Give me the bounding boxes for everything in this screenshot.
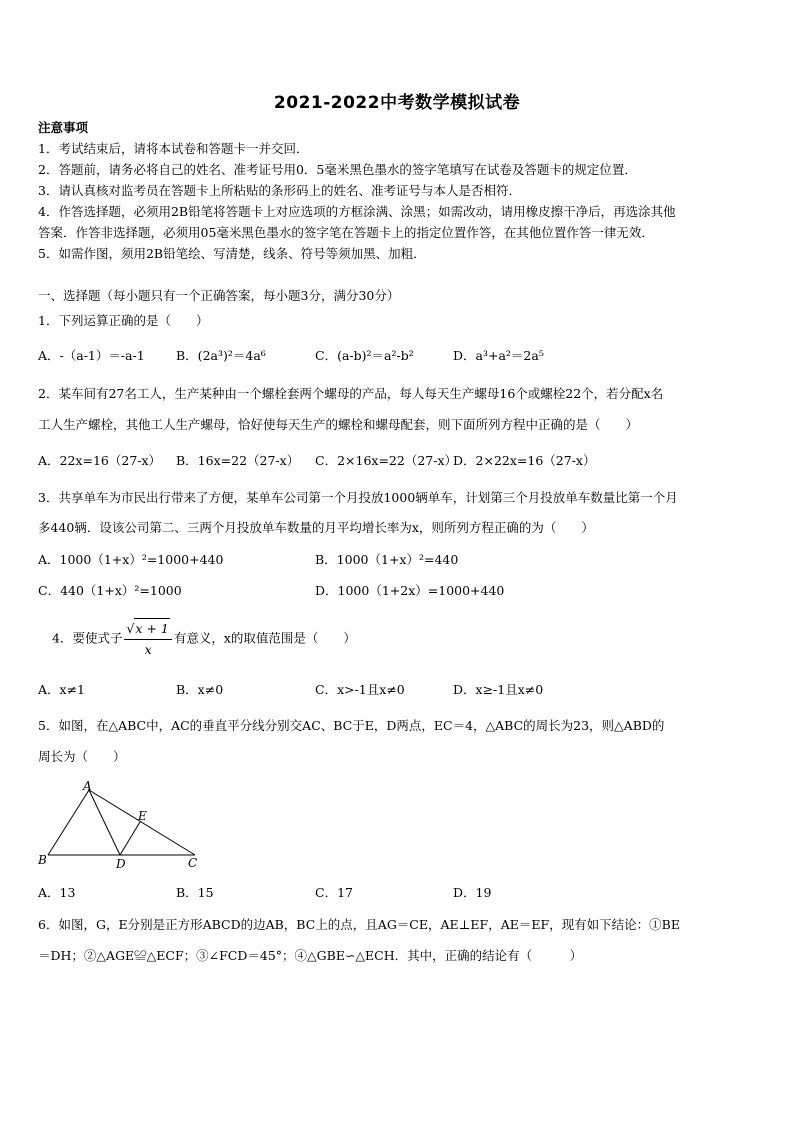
q2-option-c: C．2×16x=22（27-x） <box>315 453 458 468</box>
label-e: E <box>138 809 147 823</box>
q3-option-c: C．440（1+x）²=1000 <box>38 583 182 598</box>
q4-option-c: C．x>-1且x≠0 <box>315 682 405 697</box>
q4-stem-suffix: 有意义，x的取值范围是（ ） <box>173 630 356 646</box>
q1-option-a: A．-（a-1）＝-a-1 <box>38 348 145 363</box>
q5-option-c: C．17 <box>315 885 353 900</box>
question-3-stem: 3．共享单车为市民出行带来了方便，某单车公司第一个月投放1000辆单车，计划第三个月投放单车数量比第一个月 <box>38 490 678 505</box>
triangle-figure <box>36 780 206 870</box>
q3-option-d: D．1000（1+2x）=1000+440 <box>315 583 505 598</box>
label-a: A <box>83 780 92 793</box>
q3-option-a: A．1000（1+x）²=1000+440 <box>38 552 224 567</box>
q1-option-c: C．(a-b)²＝a²-b² <box>315 348 414 363</box>
segment-de <box>120 822 140 855</box>
q5-option-d: D．19 <box>453 885 492 900</box>
question-3-stem: 多440辆．设该公司第二、三两个月投放单车数量的月平均增长率为x，则所列方程正确的为（ ） <box>38 520 594 535</box>
label-d: D <box>116 857 126 870</box>
q5-option-a: A．13 <box>38 885 76 900</box>
notice-item: 1．考试结束后，请将本试卷和答题卡一并交回． <box>38 141 309 156</box>
question-1-stem: 1．下列运算正确的是（ ） <box>38 313 209 328</box>
section-heading: 一、选择题（每小题只有一个正确答案，每小题3分，满分30分） <box>38 288 400 303</box>
q4-option-b: B．x≠0 <box>176 682 224 697</box>
label-b: B <box>38 853 47 867</box>
question-5-stem: 5．如图，在△ABC中，AC的垂直平分线分别交AC、BC于E，D两点，EC＝4，△ABC的周长为23，则△ABD的 <box>38 718 665 733</box>
sqrt-symbol: √ <box>126 621 135 636</box>
question-4-stem <box>52 618 356 660</box>
question-2-stem: 2．某车间有27名工人，生产某种由一个螺栓套两个螺母的产品，每人每天生产螺母16个或螺栓22个，若分配x名 <box>38 386 664 401</box>
q4-option-d: D．x≥-1且x≠0 <box>453 682 544 697</box>
notice-item: 5．如需作图，须用2B铅笔绘、写清楚，线条、符号等须加黑、加粗． <box>38 246 426 261</box>
notice-item: 4．作答选择题，必须用2B铅笔将答题卡上对应选项的方框涂满、涂黑；如需改动，请用橡皮擦干净后，再选涂其他 <box>38 204 676 219</box>
segment-ab <box>48 790 89 855</box>
q4-fraction-numerator: x + 1 <box>134 618 169 639</box>
notice-heading: 注意事项 <box>38 120 89 135</box>
question-5-stem: 周长为（ ） <box>38 749 126 764</box>
q2-option-d: D．2×22x=16（27-x） <box>453 453 596 468</box>
q1-option-b: B．(2a³)²＝4a⁶ <box>176 348 266 363</box>
q5-option-b: B．15 <box>176 885 214 900</box>
q4-option-a: A．x≠1 <box>38 682 86 697</box>
notice-item: 3．请认真核对监考员在答题卡上所粘贴的条形码上的姓名、准考证号与本人是否相符． <box>38 183 521 198</box>
q2-option-b: B．16x=22（27-x） <box>176 453 300 468</box>
notice-item: 答案．作答非选择题，必须用05毫米黑色墨水的签字笔在答题卡上的指定位置作答，在其他位置作答一律无效． <box>38 225 654 240</box>
question-2-stem: 工人生产螺栓，其他工人生产螺母，恰好使每天生产的螺栓和螺母配套，则下面所列方程中正确的是（ ） <box>38 417 639 432</box>
label-c: C <box>188 856 198 870</box>
q3-option-b: B．1000（1+x）²=440 <box>315 552 459 567</box>
question-6-stem: 6．如图，G，E分别是正方形ABCD的边AB，BC上的点，且AG＝CE，AE⊥EF，AE＝EF，现有如下结论：①BE <box>38 917 680 932</box>
q4-stem-prefix: 4．要使式子 <box>52 630 123 646</box>
q1-option-d: D．a³+a²＝2a⁵ <box>453 348 544 363</box>
question-6-stem: ＝DH；②△AGE≌△ECF；③∠FCD＝45°；④△GBE∽△ECH．其中，正确的结论有（ ） <box>38 948 583 963</box>
q4-fraction <box>124 618 171 660</box>
notice-item: 2．答题前，请务必将自己的姓名、准考证号用0．5毫米黑色墨水的签字笔填写在试卷及答题卡的规定位置． <box>38 162 637 177</box>
q2-option-a: A．22x=16（27-x） <box>38 453 162 468</box>
q4-fraction-denominator: x <box>144 642 152 657</box>
exam-title: 2021-2022中考数学模拟试卷 <box>273 93 521 113</box>
